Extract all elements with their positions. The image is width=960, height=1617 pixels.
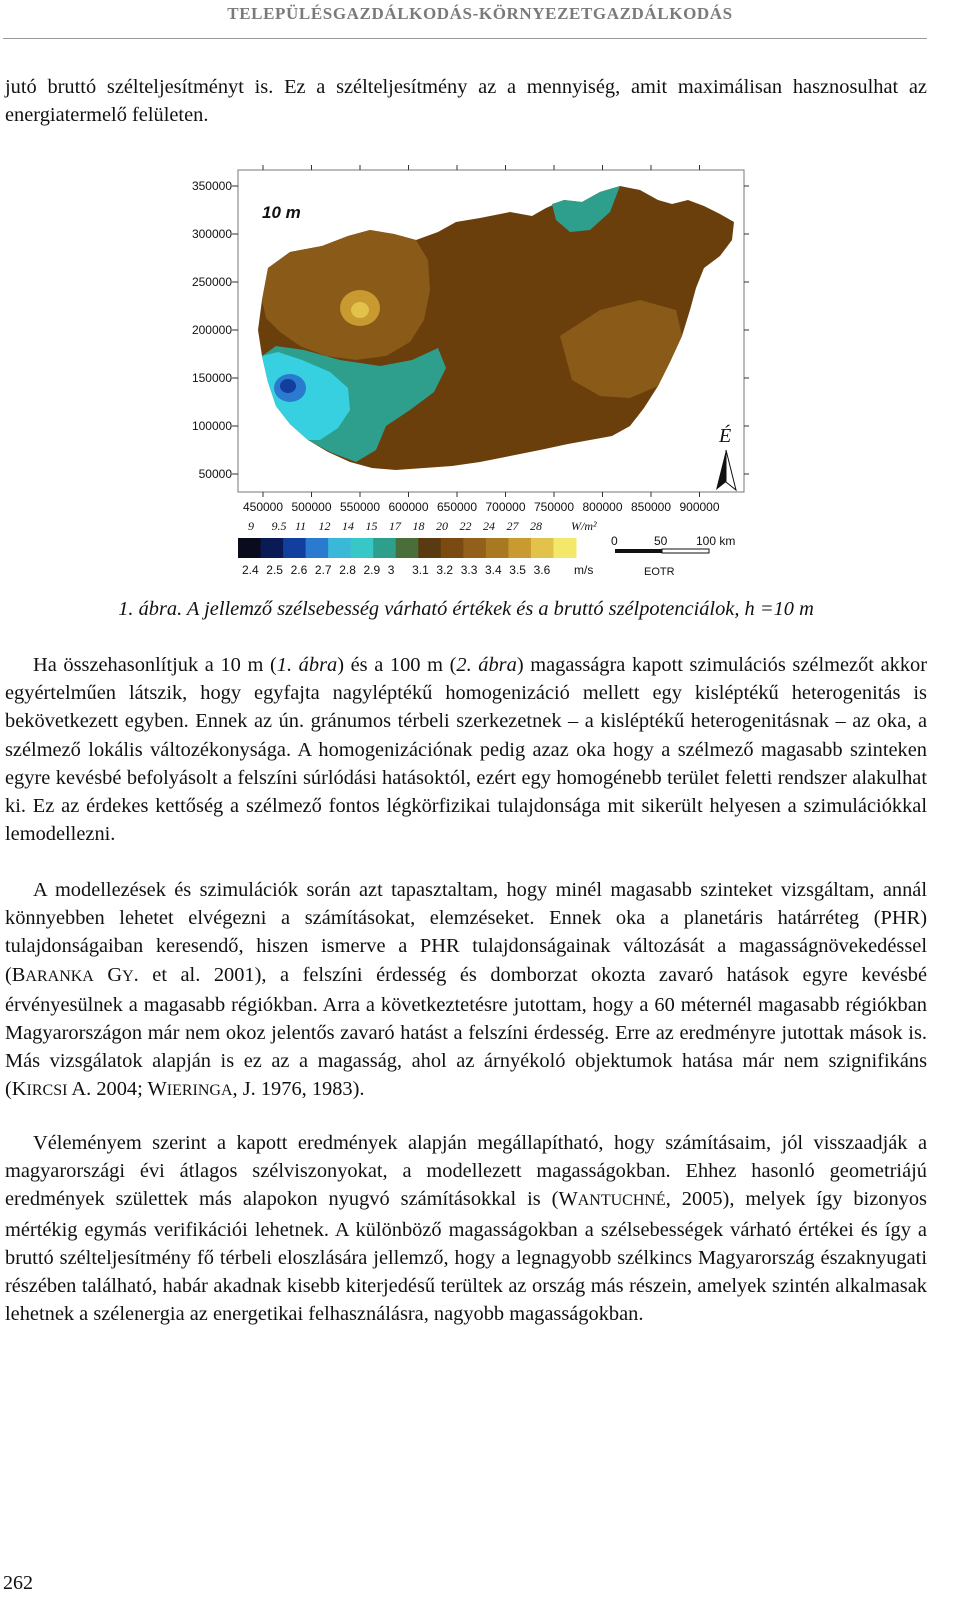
power-label: 9.5 [271, 519, 287, 533]
north-label: É [719, 425, 732, 447]
x-tick-label: 900000 [679, 500, 720, 514]
x-tick-label: 600000 [388, 500, 429, 514]
wind-map-figure [180, 160, 760, 590]
power-label: 9 [248, 519, 254, 533]
text-run: Ha összehasonlítjuk a 10 m ( [33, 654, 277, 676]
author-name: IERINGA [166, 1082, 233, 1100]
speed-legend-labels [242, 563, 551, 577]
text-run: A modellezések és szimulációk során azt tapasztaltam, hogy minél magasabb szinteket vizsgáltam, annál könnyebben lehetet elvégezni a számításokat, elemzéseket. Ennek oka a planetáris határréteg (PHR) tulajdonságaiban keresendő, hiszen ismerve a PHR tulajdonságainak változását a magasságnövekedéssel ( [5, 879, 927, 986]
running-title: TELEPÜLÉSGAZDÁLKODÁS-KÖRNYEZETGAZDÁLKODÁS [227, 4, 733, 23]
power-label: 15 [365, 519, 378, 533]
legend-swatch [351, 538, 374, 558]
paragraph-4 [5, 1129, 927, 1328]
wind-map-svg [180, 160, 760, 590]
speed-label: 2.9 [363, 563, 381, 577]
scale-label-0: 0 [611, 534, 618, 548]
author-initial: K [11, 1078, 27, 1101]
author-initial: B [11, 963, 26, 986]
author-name: Y [122, 967, 134, 985]
author-name: ARANKA [25, 967, 94, 985]
power-unit: W/m² [571, 519, 597, 533]
speed-label: 3.3 [460, 563, 478, 577]
height-label: 10 m [262, 203, 301, 222]
y-tick-label: 100000 [191, 419, 232, 433]
speed-label: 2.4 [242, 563, 259, 577]
text-run: , 2005), melyek így bizonyos mértékig egymás verifikációi lehetnek. A különböző magasságokban a szélsebességek várható értékei és így a bruttó szélteljesítmény fő térbeli eloszlására jellemző, hogy a legnagyobb szélkincs Magyarország északnyugati részében található, habár akadnak kisebb kiterjedésű terültek az ország más részein, amelyek szintén alkalmasak lehetnek a szélenergia az energetikai felhasználásra, nagyobb magasságokban. [5, 1188, 927, 1326]
yellow-core [351, 302, 369, 318]
scale-label-50: 50 [654, 534, 668, 548]
legend-swatch [508, 538, 531, 558]
legend-swatch [553, 538, 576, 558]
paragraph-3 [5, 876, 927, 1106]
power-legend-labels [248, 519, 542, 533]
intro-paragraph: jutó bruttó szélteljesítményt is. Ez a szélteljesítmény az a mennyiség, amit maximálisan hasznosulhat az energiatermelő felületen. [5, 76, 927, 127]
power-label: 11 [295, 519, 307, 533]
legend-swatch [531, 538, 554, 558]
y-tick-label: 250000 [191, 275, 232, 289]
scale-caption: EOTR [644, 566, 675, 578]
text-run: ) magasságra kapott szimulációs szélmezőt akkor egyértelműen látszik, hogy egyfajta nagyléptékű homogenizáció mellett egy kisléptékű heterogenitás is bekövetkezett egyben. Ennek az ún. gránumos térbeli szerkezetnek – a kisléptékű heterogenitásnak – az oka, a szélmező lokális változékonysága. A homogenizációnak pedig azaz oka hogy a szélmező magasabb szinteken egyre kevésbé befolyásolt a felszíni súrlódási hatásoktól, ezért egy homogénebb terület feletti rendszer alakulhat ki. Ez az érdekes kettőség a szélmező fontos légkörfizikai tulajdonsága mit sikerült helyesen a szimulációkkal lemodellezni. [5, 654, 927, 846]
speed-label: 3.1 [412, 563, 429, 577]
legend-swatch [283, 538, 306, 558]
scale-label-100: 100 km [696, 534, 736, 548]
power-label: 14 [342, 519, 354, 533]
x-tick-label: 500000 [291, 500, 332, 514]
author-name: ANTUCHNÉ [577, 1192, 666, 1210]
author-initial: W [147, 1078, 167, 1101]
speed-label: 3.6 [533, 563, 551, 577]
legend-swatch [463, 538, 486, 558]
y-tick-label: 200000 [191, 323, 232, 337]
legend-swatch [418, 538, 441, 558]
x-tick-label: 450000 [242, 500, 284, 514]
legend-swatch [396, 538, 419, 558]
legend-swatch [328, 538, 351, 558]
figure-ref: 2. ábra [456, 654, 517, 676]
x-tick-label: 550000 [339, 500, 381, 514]
legend-swatch [306, 538, 329, 558]
figure-caption-text: A jellemző szélsebesség várható értékek és a bruttó szélpotenciálok, h =10 m [182, 598, 814, 620]
legend-swatch [441, 538, 464, 558]
header-divider [3, 38, 927, 39]
x-tick-label: 800000 [582, 500, 623, 514]
power-label: 27 [506, 519, 519, 533]
speed-label: 3.5 [509, 563, 526, 577]
speed-label: 2.5 [266, 563, 283, 577]
x-tick-label: 750000 [533, 500, 575, 514]
speed-label: 3 [387, 563, 395, 577]
text-run: Véleményem szerint a kapott eredmények alapján megállapítható, hogy számításaim, jól visszaadják a magyarországi évi átlagos szélviszonyokat, a modellezett magasságokban. Ehhez hasonló geometriájú eredmények születtek más alapokon nyugvó számításokkal is ( [5, 1132, 927, 1211]
y-tick-label: 300000 [191, 227, 232, 241]
speed-label: 3.2 [436, 563, 454, 577]
running-header [0, 0, 960, 42]
figure-caption [0, 598, 932, 621]
y-tick-label: 50000 [198, 467, 232, 481]
legend-swatch [238, 538, 261, 558]
power-label: 18 [412, 519, 425, 533]
text-run: , J. 1976, 1983). [232, 1078, 365, 1101]
x-tick-label: 700000 [485, 500, 526, 514]
color-legend [238, 538, 577, 558]
legend-swatch [486, 538, 509, 558]
speed-label: 2.6 [290, 563, 308, 577]
speed-label: 2.7 [314, 563, 332, 577]
power-label: 22 [459, 519, 472, 533]
figure-number: 1. ábra. [118, 598, 183, 620]
y-tick-label: 150000 [191, 371, 232, 385]
page-number: 262 [3, 1572, 33, 1594]
figure-ref: 1. ábra [276, 654, 338, 676]
x-tick-label: 650000 [436, 500, 478, 514]
power-label: 24 [483, 519, 495, 533]
speed-unit: m/s [574, 563, 594, 577]
y-tick-label: 350000 [191, 179, 232, 193]
text-run: . et al. 2001), a felszíni érdesség és domborzat okozta zavaró hatások egyre kevésbé érvényesülnek a magasabb régiókban. Arra a következtetésre jutottam, hogy a 60 méternél magasabb régiókban Magyarországon már nem okoz jelentős zavaró hatást a felszíni érdesség. Erre az eredményre jutottak mások is. Más vizsgálatok alapján is ez az a magasság, ahol az árnyékoló objektumok hatása már nem szignifikáns ( [5, 963, 927, 1101]
power-label: 20 [436, 519, 448, 533]
author-initial: W [558, 1188, 578, 1211]
speed-label: 2.8 [339, 563, 356, 577]
speed-label: 3.4 [485, 563, 502, 577]
blue-core [280, 379, 296, 393]
x-tick-label: 850000 [630, 500, 672, 514]
power-label: 28 [530, 519, 542, 533]
text-run: A. 2004; [67, 1078, 148, 1101]
legend-swatch [373, 538, 396, 558]
scale-bar [611, 534, 735, 578]
power-label: 17 [389, 519, 401, 533]
power-label: 12 [318, 519, 331, 533]
paragraph-2 [5, 651, 927, 848]
text-run: ) és a 100 m ( [337, 654, 457, 676]
author-initial: G [93, 963, 123, 986]
legend-swatch [261, 538, 284, 558]
author-name: IRCSI [26, 1082, 68, 1100]
